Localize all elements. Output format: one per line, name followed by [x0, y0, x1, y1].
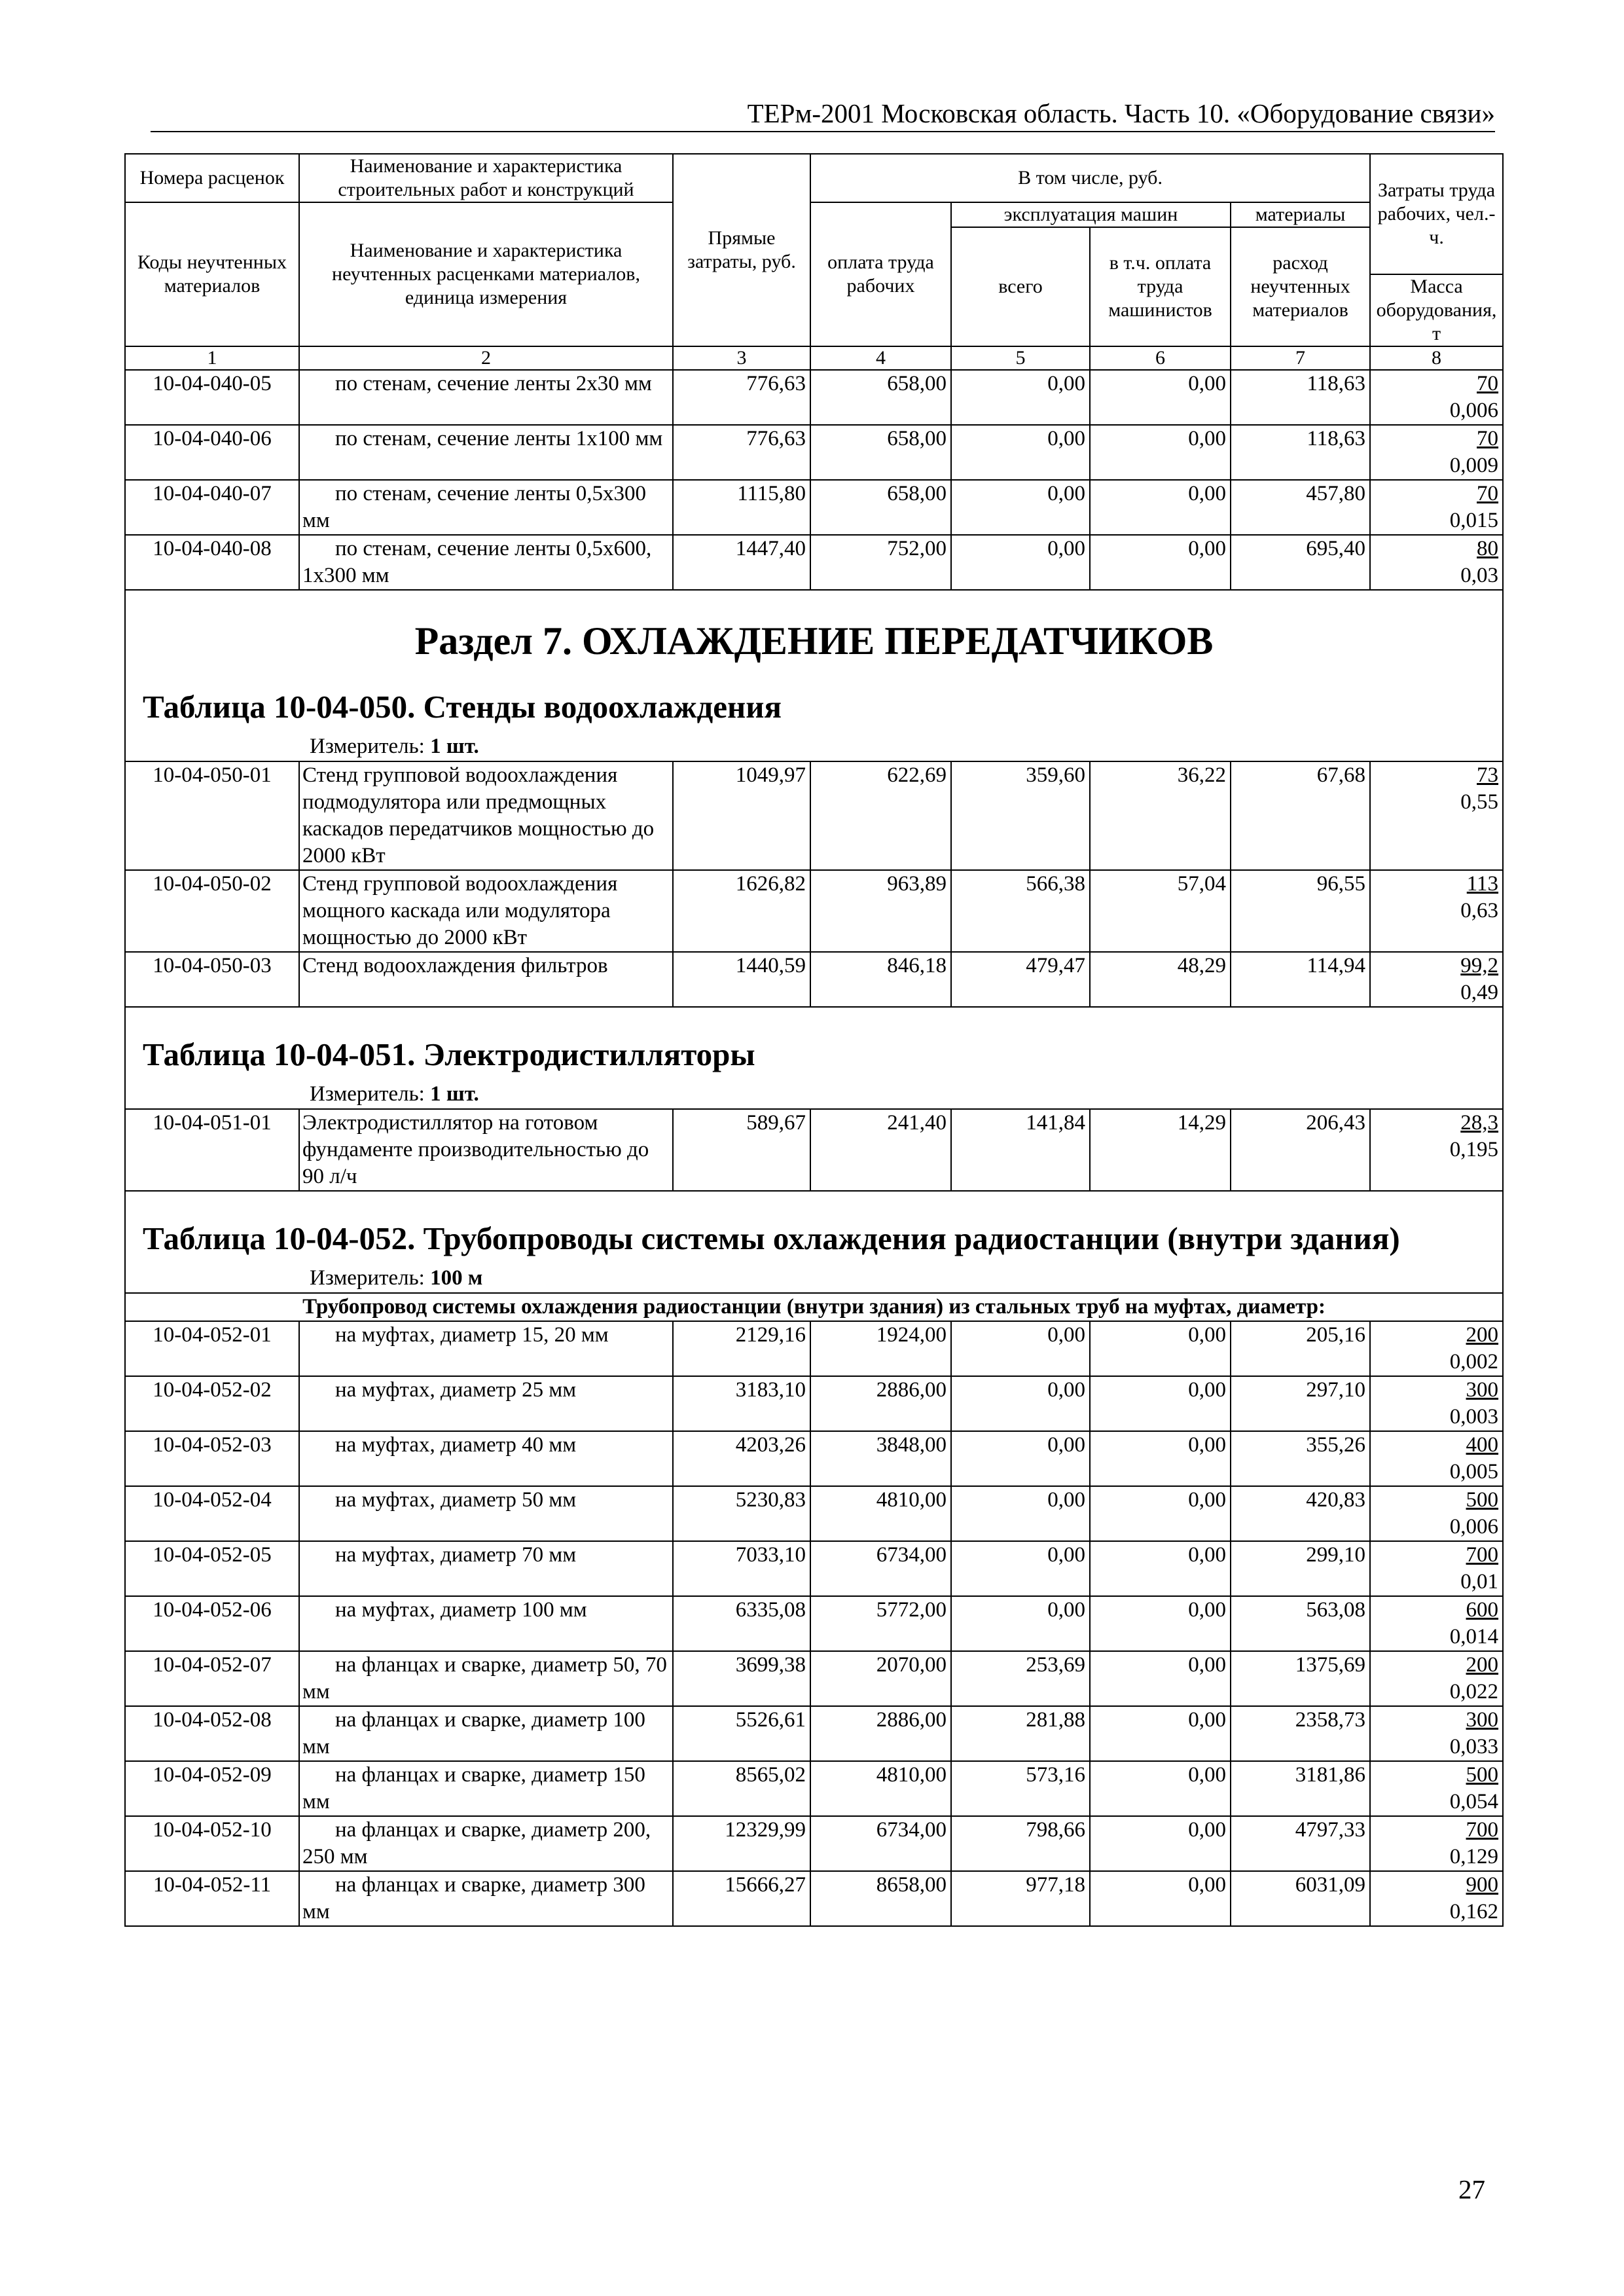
labor-cost-value: 28,3	[1460, 1111, 1499, 1135]
column-numbers	[125, 346, 1503, 370]
machinist-pay: 0,00	[1090, 1431, 1231, 1486]
meter-label: Измеритель:	[310, 735, 425, 758]
materials-cost: 457,80	[1231, 480, 1370, 535]
machinist-pay: 57,04	[1090, 870, 1231, 952]
materials-cost: 297,10	[1231, 1376, 1370, 1431]
labor-pay: 2070,00	[810, 1651, 951, 1706]
materials-cost: 299,10	[1231, 1541, 1370, 1596]
direct-cost: 5526,61	[673, 1706, 810, 1761]
rate-name: на муфтах, диаметр 50 мм	[299, 1486, 673, 1541]
table-row	[125, 952, 1503, 1007]
labor-pay: 658,00	[810, 370, 951, 425]
machine-cost: 0,00	[951, 535, 1090, 590]
direct-cost: 6335,08	[673, 1596, 810, 1651]
machine-cost: 977,18	[951, 1871, 1090, 1926]
labor-pay: 2886,00	[810, 1376, 951, 1431]
labor-and-mass	[1370, 480, 1503, 535]
table-row	[125, 1486, 1503, 1541]
header-nums-bottom: Коды неучтенных материалов	[125, 202, 299, 346]
direct-cost: 1115,80	[673, 480, 810, 535]
table-050-meter	[126, 727, 1502, 761]
labor-cost-value: 200	[1466, 1323, 1499, 1347]
machinist-pay: 0,00	[1090, 370, 1231, 425]
mass-value: 0,129	[1449, 1845, 1499, 1868]
materials-cost: 205,16	[1231, 1321, 1370, 1376]
labor-and-mass	[1370, 1431, 1503, 1486]
labor-cost-value: 70	[1477, 482, 1499, 505]
rate-name: на фланцах и сварке, диаметр 300 мм	[299, 1871, 673, 1926]
labor-cost-value: 113	[1466, 872, 1499, 896]
table-row	[125, 1761, 1503, 1816]
labor-and-mass	[1370, 1376, 1503, 1431]
meter-value: 100 м	[430, 1266, 483, 1290]
rate-code: 10-04-040-08	[125, 535, 299, 590]
table-row	[125, 1596, 1503, 1651]
rate-code: 10-04-040-05	[125, 370, 299, 425]
materials-cost: 355,26	[1231, 1431, 1370, 1486]
table-row	[125, 870, 1503, 952]
machine-cost: 0,00	[951, 1541, 1090, 1596]
materials-cost: 420,83	[1231, 1486, 1370, 1541]
rate-name: на муфтах, диаметр 40 мм	[299, 1431, 673, 1486]
machinist-pay: 0,00	[1090, 1706, 1231, 1761]
materials-cost: 3181,86	[1231, 1761, 1370, 1816]
table-row	[125, 1816, 1503, 1871]
labor-cost-value: 700	[1466, 1818, 1499, 1842]
mass-value: 0,022	[1449, 1680, 1499, 1704]
materials-cost: 118,63	[1231, 370, 1370, 425]
labor-cost-value: 73	[1477, 763, 1499, 787]
labor-and-mass	[1370, 761, 1503, 870]
header-rule	[151, 131, 1495, 132]
rate-name: по стенам, сечение ленты 0,5х600, 1х300 мм	[299, 535, 673, 590]
labor-cost-value: 200	[1466, 1653, 1499, 1677]
header-incl: В том числе, руб.	[810, 154, 1370, 202]
rate-name: на муфтах, диаметр 70 мм	[299, 1541, 673, 1596]
meter-label: Измеритель:	[310, 1082, 425, 1106]
labor-pay: 658,00	[810, 425, 951, 480]
mass-value: 0,003	[1449, 1405, 1499, 1429]
direct-cost: 15666,27	[673, 1871, 810, 1926]
rate-code: 10-04-040-07	[125, 480, 299, 535]
rate-name: на фланцах и сварке, диаметр 50, 70 мм	[299, 1651, 673, 1706]
rate-name: Стенд групповой водоохлаждения мощного каскада или модулятора мощностью до 2000 кВт	[299, 870, 673, 952]
labor-cost-value: 500	[1466, 1488, 1499, 1512]
direct-cost: 1049,97	[673, 761, 810, 870]
rate-code: 10-04-052-05	[125, 1541, 299, 1596]
price-table	[124, 153, 1504, 1927]
materials-cost: 563,08	[1231, 1596, 1370, 1651]
rate-code: 10-04-050-01	[125, 761, 299, 870]
direct-cost: 1440,59	[673, 952, 810, 1007]
table-row	[125, 1431, 1503, 1486]
header-name-bottom: Наименование и характеристика неучтенных расценками материалов, единица измерения	[299, 202, 673, 346]
rate-code: 10-04-052-11	[125, 1871, 299, 1926]
header-machines: эксплуатация машин	[951, 202, 1231, 227]
labor-and-mass	[1370, 370, 1503, 425]
mass-value: 0,006	[1449, 1515, 1499, 1539]
labor-pay: 658,00	[810, 480, 951, 535]
labor-cost-value: 80	[1477, 537, 1499, 560]
materials-cost: 6031,09	[1231, 1871, 1370, 1926]
labor-cost-value: 70	[1477, 372, 1499, 395]
labor-and-mass	[1370, 425, 1503, 480]
direct-cost: 1447,40	[673, 535, 810, 590]
mass-value: 0,009	[1449, 454, 1499, 477]
labor-pay: 241,40	[810, 1109, 951, 1191]
direct-cost: 589,67	[673, 1109, 810, 1191]
rate-name: Стенд водоохлаждения фильтров	[299, 952, 673, 1007]
machine-cost: 0,00	[951, 1431, 1090, 1486]
labor-and-mass	[1370, 870, 1503, 952]
machine-cost: 798,66	[951, 1816, 1090, 1871]
table-051-meter	[126, 1074, 1502, 1108]
machine-cost: 479,47	[951, 952, 1090, 1007]
machine-cost: 0,00	[951, 1376, 1090, 1431]
machinist-pay: 0,00	[1090, 1486, 1231, 1541]
machine-cost: 0,00	[951, 480, 1090, 535]
table-052-meter	[126, 1258, 1502, 1292]
materials-cost: 695,40	[1231, 535, 1370, 590]
machinist-pay: 0,00	[1090, 1596, 1231, 1651]
header-labor-cost: Затраты труда рабочих, чел.-ч.	[1370, 154, 1503, 274]
materials-cost: 206,43	[1231, 1109, 1370, 1191]
table-051-heading-block	[125, 1007, 1503, 1109]
direct-cost: 2129,16	[673, 1321, 810, 1376]
table-row	[125, 1541, 1503, 1596]
running-head: ТЕРм-2001 Московская область. Часть 10. «Оборудование связи»	[747, 98, 1495, 128]
rate-code: 10-04-052-07	[125, 1651, 299, 1706]
labor-cost-value: 300	[1466, 1708, 1499, 1732]
table-row	[125, 761, 1503, 870]
labor-pay: 2886,00	[810, 1706, 951, 1761]
header-nums-top: Номера расценок	[125, 154, 299, 202]
meter-label: Измеритель:	[310, 1266, 425, 1290]
labor-cost-value: 99,2	[1460, 954, 1499, 977]
rate-code: 10-04-051-01	[125, 1109, 299, 1191]
labor-and-mass	[1370, 1761, 1503, 1816]
mass-value: 0,015	[1449, 509, 1499, 532]
machine-cost: 141,84	[951, 1109, 1090, 1191]
table-row	[125, 370, 1503, 425]
rate-code: 10-04-052-08	[125, 1706, 299, 1761]
table-row	[125, 425, 1503, 480]
labor-pay: 8658,00	[810, 1871, 951, 1926]
labor-cost-value: 600	[1466, 1598, 1499, 1622]
machine-cost: 281,88	[951, 1706, 1090, 1761]
labor-cost-value: 500	[1466, 1763, 1499, 1787]
labor-and-mass	[1370, 535, 1503, 590]
page-number: 27	[1458, 2174, 1485, 2204]
mass-value: 0,162	[1449, 1900, 1499, 1923]
labor-cost-value: 400	[1466, 1433, 1499, 1457]
mass-value: 0,014	[1449, 1625, 1499, 1649]
labor-pay: 752,00	[810, 535, 951, 590]
mass-value: 0,054	[1449, 1790, 1499, 1813]
table-row	[125, 1871, 1503, 1926]
table-row	[125, 480, 1503, 535]
table-row	[125, 535, 1503, 590]
labor-and-mass	[1370, 1109, 1503, 1191]
rate-name: на муфтах, диаметр 15, 20 мм	[299, 1321, 673, 1376]
machinist-pay: 36,22	[1090, 761, 1231, 870]
machine-cost: 253,69	[951, 1651, 1090, 1706]
table-row	[125, 1376, 1503, 1431]
materials-cost: 4797,33	[1231, 1816, 1370, 1871]
direct-cost: 1626,82	[673, 870, 810, 952]
header-name-top: Наименование и характеристика строительных работ и конструкций	[299, 154, 673, 202]
table-052-subheading: Трубопровод системы охлаждения радиостанции (внутри здания) из стальных труб на муфтах, диаметр:	[125, 1293, 1503, 1321]
direct-cost: 776,63	[673, 370, 810, 425]
machine-cost: 359,60	[951, 761, 1090, 870]
direct-cost: 4203,26	[673, 1431, 810, 1486]
labor-pay: 963,89	[810, 870, 951, 952]
materials-cost: 67,68	[1231, 761, 1370, 870]
column-number: 2	[299, 346, 673, 370]
mass-value: 0,63	[1460, 899, 1499, 922]
mass-value: 0,006	[1449, 399, 1499, 422]
mass-value: 0,55	[1460, 790, 1499, 814]
machinist-pay: 0,00	[1090, 480, 1231, 535]
machine-cost: 0,00	[951, 1596, 1090, 1651]
header-mach-labor: в т.ч. оплата труда машинистов	[1090, 227, 1231, 346]
rate-name: на фланцах и сварке, диаметр 100 мм	[299, 1706, 673, 1761]
rate-code: 10-04-052-04	[125, 1486, 299, 1541]
machinist-pay: 0,00	[1090, 1541, 1231, 1596]
mass-value: 0,01	[1460, 1570, 1499, 1594]
header-mass: Масса оборудования, т	[1370, 274, 1503, 346]
machinist-pay: 0,00	[1090, 1321, 1231, 1376]
direct-cost: 776,63	[673, 425, 810, 480]
labor-and-mass	[1370, 952, 1503, 1007]
machine-cost: 0,00	[951, 425, 1090, 480]
machine-cost: 0,00	[951, 1486, 1090, 1541]
labor-and-mass	[1370, 1816, 1503, 1871]
materials-cost: 2358,73	[1231, 1706, 1370, 1761]
labor-and-mass	[1370, 1871, 1503, 1926]
rate-name: на фланцах и сварке, диаметр 150 мм	[299, 1761, 673, 1816]
machinist-pay: 0,00	[1090, 1651, 1231, 1706]
mass-value: 0,005	[1449, 1460, 1499, 1484]
materials-cost: 118,63	[1231, 425, 1370, 480]
rate-name: по стенам, сечение ленты 0,5х300 мм	[299, 480, 673, 535]
table-051-title: Таблица 10-04-051. Электродистилляторы	[143, 1036, 755, 1072]
rate-code: 10-04-052-03	[125, 1431, 299, 1486]
column-number: 1	[125, 346, 299, 370]
rate-code: 10-04-052-01	[125, 1321, 299, 1376]
labor-pay: 3848,00	[810, 1431, 951, 1486]
direct-cost: 7033,10	[673, 1541, 810, 1596]
rate-name: Электродистиллятор на готовом фундаменте производительностью до 90 л/ч	[299, 1109, 673, 1191]
labor-and-mass	[1370, 1706, 1503, 1761]
mass-value: 0,195	[1449, 1138, 1499, 1161]
column-number: 5	[951, 346, 1090, 370]
direct-cost: 5230,83	[673, 1486, 810, 1541]
machinist-pay: 0,00	[1090, 1761, 1231, 1816]
table-052-heading-block	[125, 1191, 1503, 1293]
direct-cost: 8565,02	[673, 1761, 810, 1816]
table-row	[125, 1109, 1503, 1191]
rate-code: 10-04-052-10	[125, 1816, 299, 1871]
rate-name: на фланцах и сварке, диаметр 200, 250 мм	[299, 1816, 673, 1871]
machine-cost: 0,00	[951, 370, 1090, 425]
rate-name: на муфтах, диаметр 100 мм	[299, 1596, 673, 1651]
labor-pay: 622,69	[810, 761, 951, 870]
header-materials: материалы	[1231, 202, 1370, 227]
mass-value: 0,49	[1460, 981, 1499, 1004]
machinist-pay: 0,00	[1090, 1871, 1231, 1926]
meter-value: 1 шт.	[430, 735, 479, 758]
machine-cost: 0,00	[951, 1321, 1090, 1376]
table-row	[125, 1321, 1503, 1376]
rate-name: на муфтах, диаметр 25 мм	[299, 1376, 673, 1431]
mass-value: 0,033	[1449, 1735, 1499, 1758]
materials-cost: 114,94	[1231, 952, 1370, 1007]
table-row	[125, 1651, 1503, 1706]
labor-and-mass	[1370, 1596, 1503, 1651]
labor-and-mass	[1370, 1486, 1503, 1541]
materials-cost: 96,55	[1231, 870, 1370, 952]
header-mach-total: всего	[951, 227, 1090, 346]
header-labor-pay: оплата труда рабочих	[810, 202, 951, 346]
machinist-pay: 14,29	[1090, 1109, 1231, 1191]
rate-code: 10-04-052-02	[125, 1376, 299, 1431]
section-block	[125, 590, 1503, 761]
meter-value: 1 шт.	[430, 1082, 479, 1106]
labor-cost-value: 300	[1466, 1378, 1499, 1402]
table-row	[125, 1706, 1503, 1761]
machinist-pay: 0,00	[1090, 1376, 1231, 1431]
rate-name: Стенд групповой водоохлаждения подмодулятора или предмощных каскадов передатчиков мощностью до 2000 кВт	[299, 761, 673, 870]
labor-pay: 1924,00	[810, 1321, 951, 1376]
column-number: 7	[1231, 346, 1370, 370]
machine-cost: 566,38	[951, 870, 1090, 952]
mass-value: 0,002	[1449, 1350, 1499, 1374]
machinist-pay: 48,29	[1090, 952, 1231, 1007]
rate-code: 10-04-040-06	[125, 425, 299, 480]
header-materials-cons: расход неучтенных материалов	[1231, 227, 1370, 346]
labor-pay: 4810,00	[810, 1486, 951, 1541]
labor-pay: 846,18	[810, 952, 951, 1007]
column-number: 4	[810, 346, 951, 370]
section-title: Раздел 7. ОХЛАЖДЕНИЕ ПЕРЕДАТЧИКОВ	[414, 619, 1214, 663]
column-number: 3	[673, 346, 810, 370]
labor-pay: 4810,00	[810, 1761, 951, 1816]
mass-value: 0,03	[1460, 564, 1499, 587]
machinist-pay: 0,00	[1090, 1816, 1231, 1871]
column-number: 8	[1370, 346, 1503, 370]
rate-code: 10-04-052-06	[125, 1596, 299, 1651]
labor-pay: 5772,00	[810, 1596, 951, 1651]
labor-cost-value: 700	[1466, 1543, 1499, 1567]
labor-cost-value: 900	[1466, 1873, 1499, 1897]
table-052-title: Таблица 10-04-052. Трубопроводы системы охлаждения радиостанции (внутри здания)	[143, 1220, 1400, 1256]
table-050-title: Таблица 10-04-050. Стенды водоохлаждения	[143, 689, 782, 725]
labor-pay: 6734,00	[810, 1816, 951, 1871]
header-direct: Прямые затраты, руб.	[673, 154, 810, 346]
machine-cost: 573,16	[951, 1761, 1090, 1816]
labor-pay: 6734,00	[810, 1541, 951, 1596]
rate-code: 10-04-050-02	[125, 870, 299, 952]
direct-cost: 3183,10	[673, 1376, 810, 1431]
labor-and-mass	[1370, 1321, 1503, 1376]
column-number: 6	[1090, 346, 1231, 370]
rate-code: 10-04-050-03	[125, 952, 299, 1007]
labor-cost-value: 70	[1477, 427, 1499, 450]
direct-cost: 3699,38	[673, 1651, 810, 1706]
labor-and-mass	[1370, 1541, 1503, 1596]
machinist-pay: 0,00	[1090, 535, 1231, 590]
direct-cost: 12329,99	[673, 1816, 810, 1871]
rate-code: 10-04-052-09	[125, 1761, 299, 1816]
labor-and-mass	[1370, 1651, 1503, 1706]
rate-name: по стенам, сечение ленты 1х100 мм	[299, 425, 673, 480]
materials-cost: 1375,69	[1231, 1651, 1370, 1706]
machinist-pay: 0,00	[1090, 425, 1231, 480]
rate-name: по стенам, сечение ленты 2х30 мм	[299, 370, 673, 425]
